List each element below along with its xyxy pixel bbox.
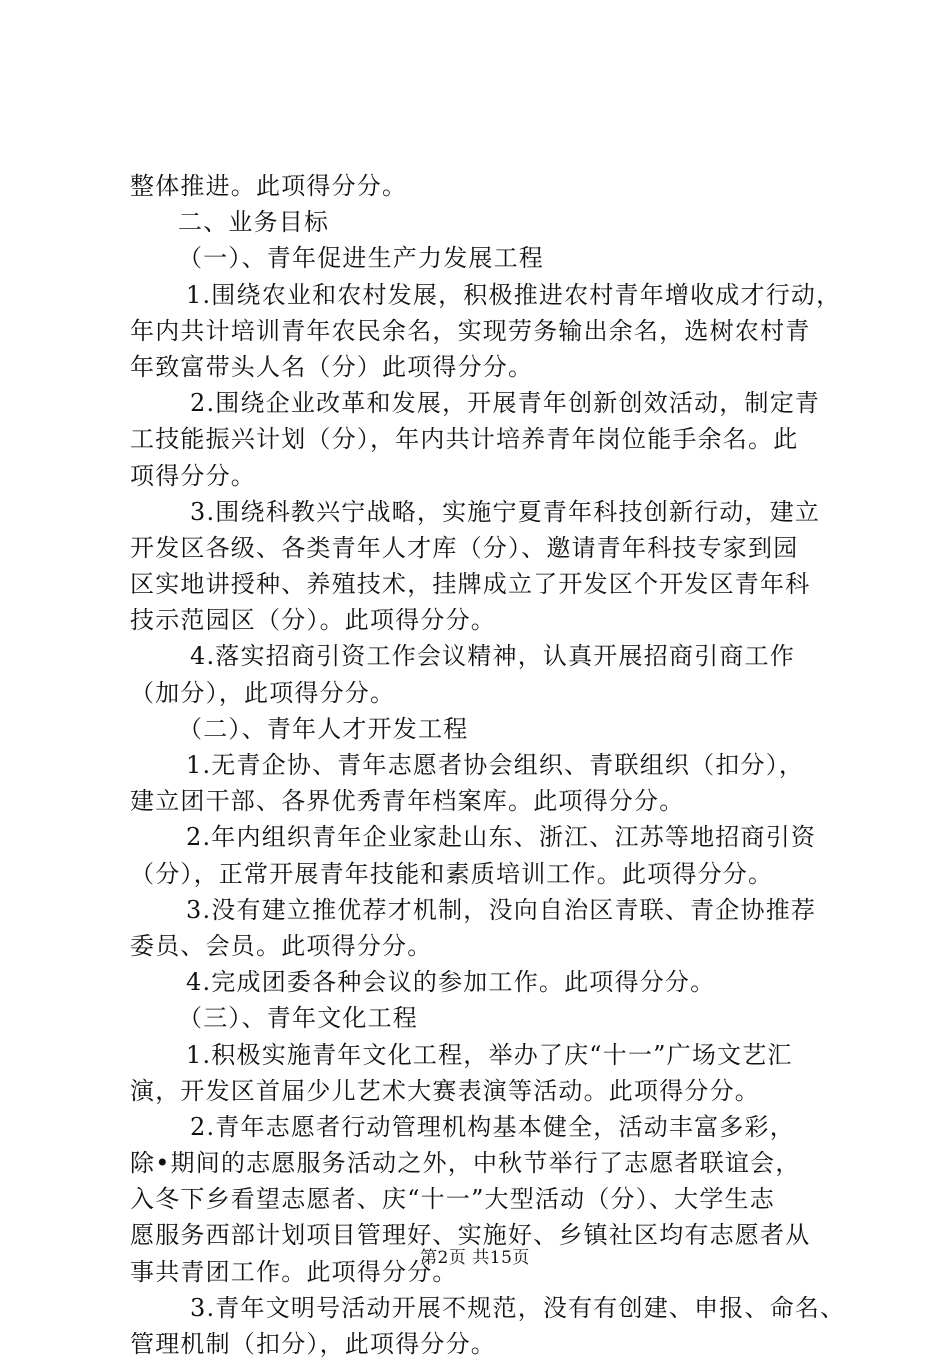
text-line: 技示范园区（分）。此项得分分。 — [130, 606, 496, 635]
text-line: 演，开发区首届少儿艺术大赛表演等活动。此项得分分。 — [130, 1076, 760, 1105]
text-line: 2.年内组织青年企业家赴山东、浙江、江苏等地招商引资 — [186, 823, 817, 852]
subsection-heading: （三）、青年文化工程 — [178, 1004, 418, 1033]
text-line: 开发区各级、各类青年人才库（分）、邀请青年科技专家到园 — [130, 533, 799, 562]
text-line: 整体推进。此项得分分。 — [130, 172, 408, 200]
page-number-footer: 第2页 共15页 — [420, 1248, 530, 1268]
text-line: 3.没有建立推优荐才机制，没向自治区青联、青企协推荐 — [186, 895, 817, 924]
text-line: 1.无青企协、青年志愿者协会组织、青联组织（扣分）， — [186, 751, 805, 779]
text-line: 建立团干部、各界优秀青年档案库。此项得分分。 — [130, 787, 685, 816]
text-line: 事共青团工作。此项得分分。 — [130, 1257, 458, 1286]
text-line: 入冬下乡看望志愿者、庆“十一”大型活动（分）、大学生志 — [130, 1185, 775, 1214]
section-heading: 二、业务目标 — [178, 208, 330, 237]
text-line: 3.青年文明号活动开展不规范，没有有创建、申报、命名、 — [190, 1293, 846, 1322]
text-line: 3.围绕科教兴宁战略，实施宁夏青年科技创新行动，建立 — [190, 497, 821, 526]
text-line: 区实地讲授种、养殖技术，挂牌成立了开发区个开发区青年科 — [130, 570, 811, 599]
text-line: 愿服务西部计划项目管理好、实施好、乡镇社区均有志愿者从 — [130, 1221, 811, 1250]
text-line: 1.围绕农业和农村发展，积极推进农村青年增收成才行动， — [186, 280, 842, 309]
text-line: 1.积极实施青年文化工程，举办了庆“十一”广场文艺汇 — [186, 1040, 793, 1069]
text-line: 2.青年志愿者行动管理机构基本健全，活动丰富多彩， — [190, 1112, 795, 1141]
text-line: （加分），此项得分分。 — [130, 678, 396, 707]
text-line: 管理机制（扣分），此项得分分。 — [130, 1330, 496, 1358]
subsection-heading: （一）、青年促进生产力发展工程 — [178, 244, 544, 273]
text-line: （分），正常开展青年技能和素质培训工作。此项得分分。 — [130, 859, 774, 888]
text-line: 2.围绕企业改革和发展，开展青年创新创效活动，制定青 — [190, 389, 821, 418]
text-line: 除•期间的志愿服务活动之外，中秋节举行了志愿者联谊会， — [130, 1149, 801, 1178]
text-line: 年内共计培训青年农民余名，实现劳务输出余名，选树农村青 — [130, 316, 811, 345]
subsection-heading: （二）、青年人才开发工程 — [178, 714, 469, 743]
text-line: 4.落实招商引资工作会议精神，认真开展招商引商工作 — [190, 642, 795, 671]
text-line: 委员、会员。此项得分分。 — [130, 931, 433, 960]
document-body — [130, 168, 845, 1362]
text-line: 4.完成团委各种会议的参加工作。此项得分分。 — [186, 968, 716, 997]
text-line: 项得分分。 — [130, 461, 256, 490]
text-line: 年致富带头人名（分）此项得分分。 — [130, 352, 534, 381]
text-line: 工技能振兴计划（分），年内共计培养青年岗位能手余名。此 — [130, 425, 799, 454]
